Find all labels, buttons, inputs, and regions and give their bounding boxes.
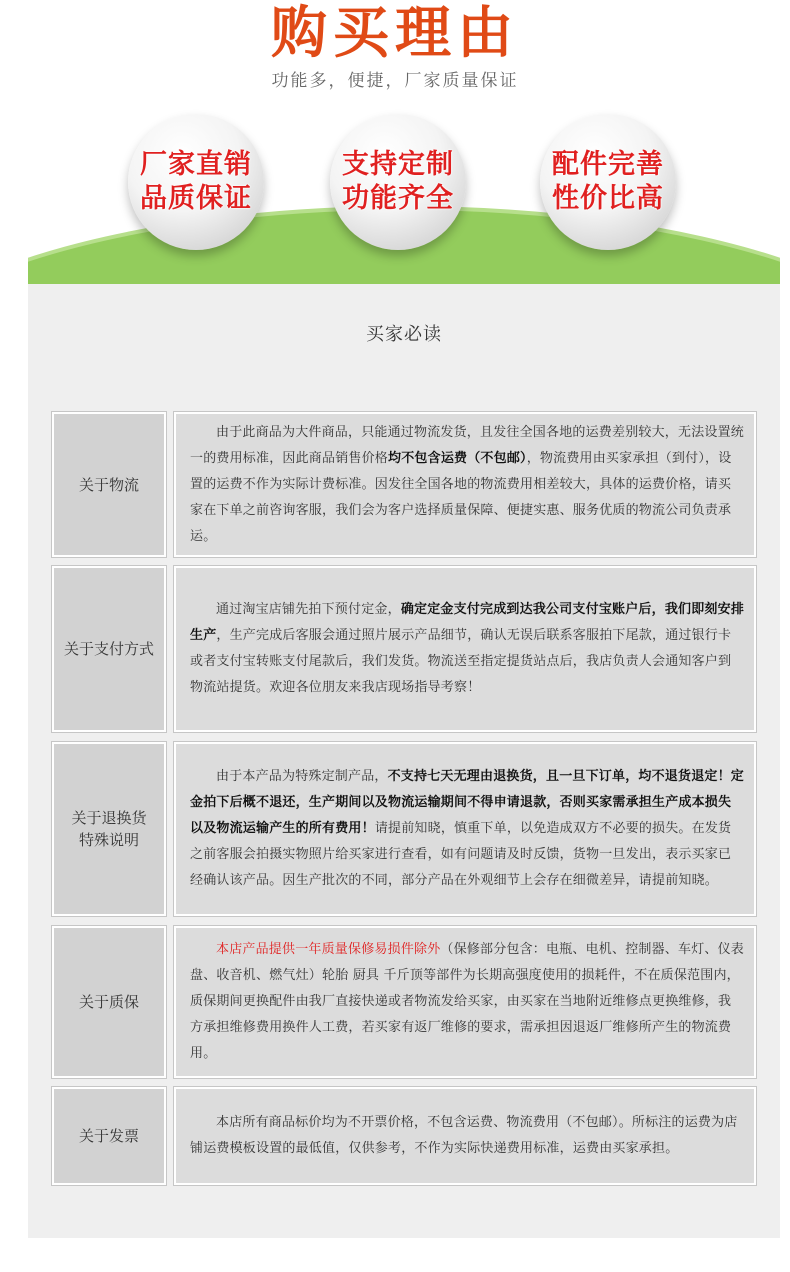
- row-label: 关于支付方式: [52, 566, 166, 732]
- row-content: [174, 926, 756, 1078]
- notice-row-logistics: [52, 412, 756, 557]
- row-content: [174, 742, 756, 916]
- text: 由于本产品为特殊定制产品，: [216, 769, 388, 784]
- badge-line: 性价比高: [552, 183, 664, 214]
- text: ，物流费用由买家承担（到付），设置的运费不作为实际计费标准。因发往全国各地的物流费用相差较大，具体的运费价格，请买家在下单之前咨询客服，我们会为客户选择质量保障、便捷实惠、服务优质的物流公司负责承运。: [190, 450, 732, 544]
- badge-line: 功能齐全: [342, 183, 454, 214]
- text: 通过淘宝店铺先拍下预付定金，: [216, 602, 401, 617]
- row-label: 关于发票: [52, 1087, 166, 1185]
- row-label: 关于物流: [52, 412, 166, 557]
- badge-line: 厂家直销: [140, 149, 252, 180]
- text: ，生产完成后客服会通过照片展示产品细节，确认无误后联系客服拍下尾款，通过银行卡或者支付宝转账支付尾款后，我们发货。物流送至指定提货站点后，我店负责人会通知客户到物流站提货。欢迎各位朋友来我店现场指导考察！: [190, 628, 732, 695]
- badge-accessories: [540, 114, 676, 250]
- text: 本店所有商品标价均为不开票价格，不包含运费、物流费用（不包邮）。所标注的运费为店铺运费模板设置的最低值，仅供参考，不作为实际快递费用标准，运费由买家承担。: [190, 1115, 738, 1156]
- text: （保修部分包含：电瓶、电机、控制器、车灯、仪表盘、收音机、燃气灶）轮胎 厨具 千斤顶等部件为长期高强度使用的损耗件，不在质保范围内，质保期间更换配件由我厂直接快递或者物流发给买家，由买家在当地附近维修点更换维修，我方承担维修费用换件人工费，若买家有返厂维修的要求，需承担因退返厂维修所产生的物流费用。: [190, 942, 745, 1061]
- row-label: 关于质保: [52, 926, 166, 1078]
- badge-line: 品质保证: [140, 183, 252, 214]
- notice-row-returns: [52, 742, 756, 916]
- notice-row-warranty: [52, 926, 756, 1078]
- row-label: [52, 742, 166, 916]
- row-content: [174, 1087, 756, 1185]
- bold-text: 不支持七天无理由退换货，且一旦下订单，均不退货退定！定金拍下后概不退还，生产期间以及物流运输期间不得申请退款，否则买家需承担生产成本损失以及物流运输产生的所有费用！: [190, 769, 745, 836]
- notice-row-payment: [52, 566, 756, 732]
- badge-factory-direct: [128, 114, 264, 250]
- row-label-line: 特殊说明: [78, 831, 139, 849]
- badge-line: 支持定制: [342, 149, 454, 180]
- text: 由于此商品为大件商品，只能通过物流发货，且发往全国各地的运费差别较大，无法设置统一的费用标准，因此商品销售价格: [190, 424, 745, 466]
- red-text: 本店产品提供一年质量保修易损件除外: [216, 942, 441, 957]
- row-content: [174, 566, 756, 732]
- buyer-notice-panel: [28, 284, 780, 1238]
- bold-text: 确定定金支付完成到达我公司支付宝账户后，我们即刻安排生产: [190, 602, 745, 643]
- page-subtitle: 功能多，便捷，厂家质量保证: [271, 71, 519, 91]
- badge-line: 配件完善: [552, 149, 664, 180]
- notice-title: 买家必读: [366, 324, 442, 345]
- row-content: [174, 412, 756, 557]
- badge-customization: [330, 114, 466, 250]
- bold-text: 均不包含运费（不包邮）: [388, 450, 527, 466]
- text: 请提前知晓，慎重下单，以免造成双方不必要的损失。在发货之前客服会拍摄实物照片给买家进行查看，如有问题请及时反馈，货物一旦发出，表示买家已经确认该产品。因生产批次的不同，部分产品在外观细节上会存在细微差异，请提前知晓。: [190, 821, 732, 888]
- row-label-line: 关于退换货: [71, 809, 147, 827]
- notice-row-invoice: [52, 1087, 756, 1185]
- page-title: 购买理由: [271, 1, 519, 66]
